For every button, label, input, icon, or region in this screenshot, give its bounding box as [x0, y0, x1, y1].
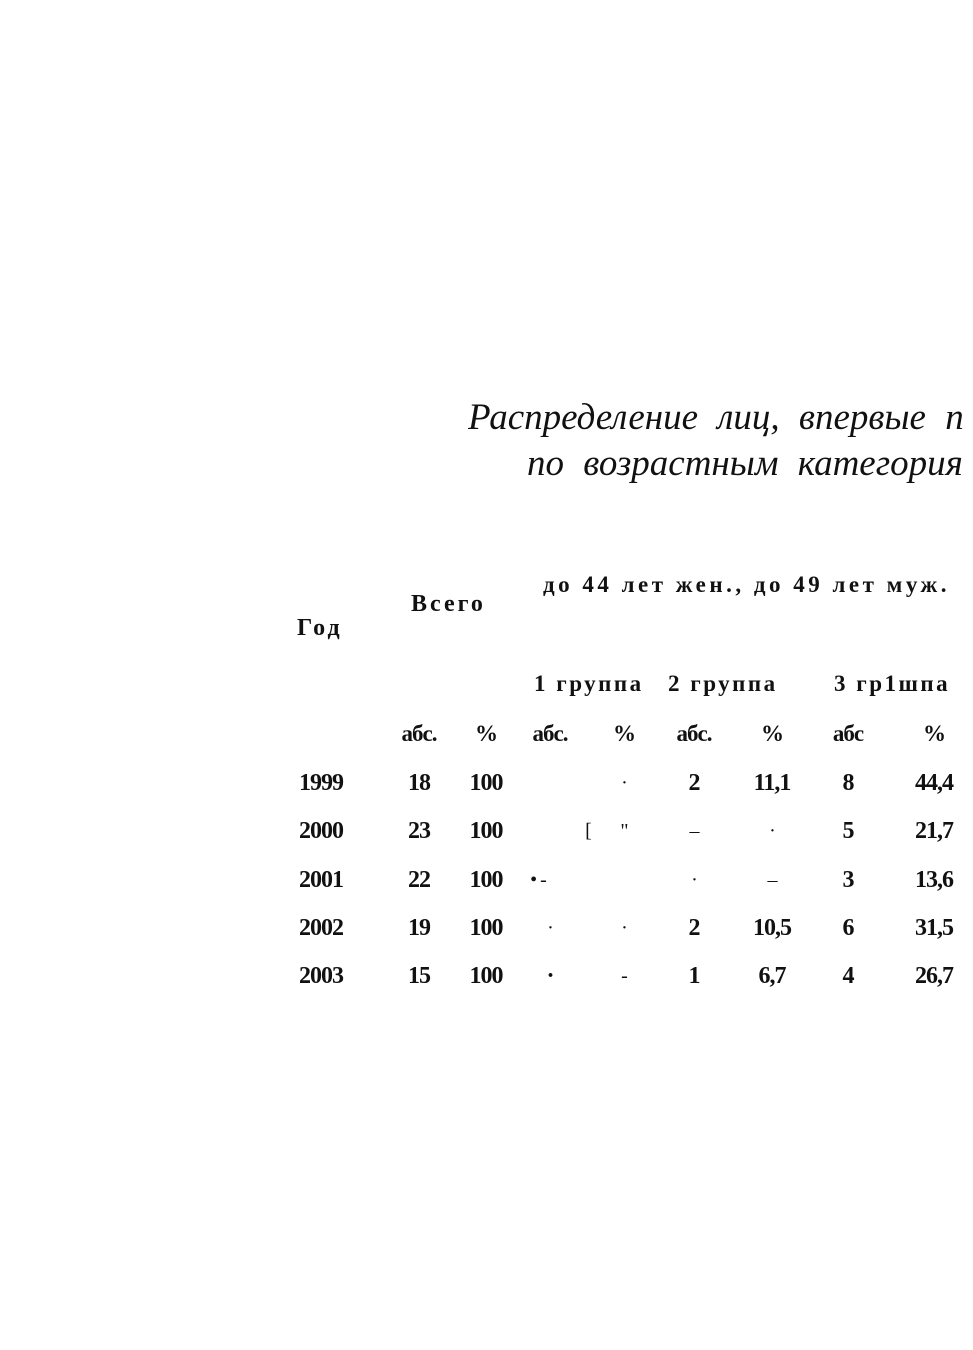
total-abs-cell: 19	[408, 915, 430, 941]
group3-abs-cell: 5	[842, 818, 854, 844]
group2-abs-cell: 2	[688, 770, 700, 796]
total-abs-cell: 22	[408, 867, 430, 893]
group3-pct-cell: 31,5	[915, 915, 953, 941]
subheader-row	[0, 719, 973, 749]
header-year: Год	[297, 615, 343, 641]
group2-pct-cell: 11,1	[753, 770, 791, 796]
header-total: Всего	[411, 591, 486, 617]
year-cell: 1999	[299, 770, 343, 796]
subheader-total-abs: абс.	[401, 721, 437, 746]
total-pct-cell: 100	[469, 963, 503, 989]
subheader-group2-abs: абс.	[676, 721, 712, 746]
subheader-group3-abs: абс	[832, 721, 864, 746]
group3-abs-cell: 8	[842, 770, 854, 796]
subheader-group1-pct: %	[613, 721, 635, 746]
table-row	[0, 865, 973, 895]
year-cell: 2001	[299, 867, 343, 893]
group2-abs-cell: 1	[688, 963, 700, 989]
group2-pct-cell: ·	[769, 820, 775, 842]
subheader-group1-abs: абс.	[532, 721, 568, 746]
group3-pct-cell: 26,7	[915, 963, 953, 989]
table-row	[0, 816, 973, 846]
total-pct-cell: 100	[469, 818, 503, 844]
group1-abs-cell: [	[585, 820, 591, 842]
header-group-1: 1 группа	[534, 671, 644, 696]
group3-pct-cell: 21,7	[915, 818, 953, 844]
total-abs-cell: 15	[408, 963, 430, 989]
header-group-3: 3 гр1шпа	[834, 671, 951, 696]
group1-abs-cell	[515, 768, 585, 798]
table-row	[0, 913, 973, 943]
group3-abs-cell: 3	[842, 867, 854, 893]
group2-abs-cell: –	[689, 820, 699, 842]
total-pct-cell: 100	[469, 867, 503, 893]
total-abs-cell: 18	[408, 770, 430, 796]
table-title-line-1: Распределение лиц, впервые п	[468, 397, 964, 438]
group3-abs-cell: 6	[842, 915, 854, 941]
year-cell: 2003	[299, 963, 343, 989]
group3-pct-cell: 13,6	[915, 867, 953, 893]
group2-pct-cell: 6,7	[758, 963, 786, 989]
group1-pct-cell: ·	[621, 917, 627, 939]
group2-abs-cell: 2	[688, 915, 700, 941]
total-pct-cell: 100	[469, 770, 503, 796]
year-cell: 2000	[299, 818, 343, 844]
group1-abs-cell: • -	[530, 869, 546, 891]
group1-pct-cell	[589, 865, 659, 895]
group3-pct-cell: 44,4	[915, 770, 953, 796]
group2-pct-cell: –	[767, 869, 777, 891]
subheader-group3-pct: %	[923, 721, 945, 746]
header-age-group: до 44 лет жен., до 49 лет муж.	[543, 572, 950, 597]
group1-pct-cell: ·	[621, 772, 627, 794]
header-group-2: 2 группа	[668, 671, 778, 696]
table-row	[0, 961, 973, 991]
group2-abs-cell: ·	[691, 869, 697, 891]
subheader-total-pct: %	[475, 721, 497, 746]
group1-abs-cell: ·	[546, 963, 554, 989]
year-cell: 2002	[299, 915, 343, 941]
total-abs-cell: 23	[408, 818, 430, 844]
table-title-line-2: по возрастным категория	[527, 443, 963, 484]
table-row	[0, 768, 973, 798]
group2-pct-cell: 10,5	[753, 915, 791, 941]
subheader-group2-pct: %	[761, 721, 783, 746]
group3-abs-cell: 4	[842, 963, 854, 989]
total-pct-cell: 100	[469, 915, 503, 941]
group1-pct-cell: "	[620, 820, 628, 842]
group1-pct-cell: -	[621, 965, 627, 987]
group1-abs-cell: ·	[547, 917, 553, 939]
